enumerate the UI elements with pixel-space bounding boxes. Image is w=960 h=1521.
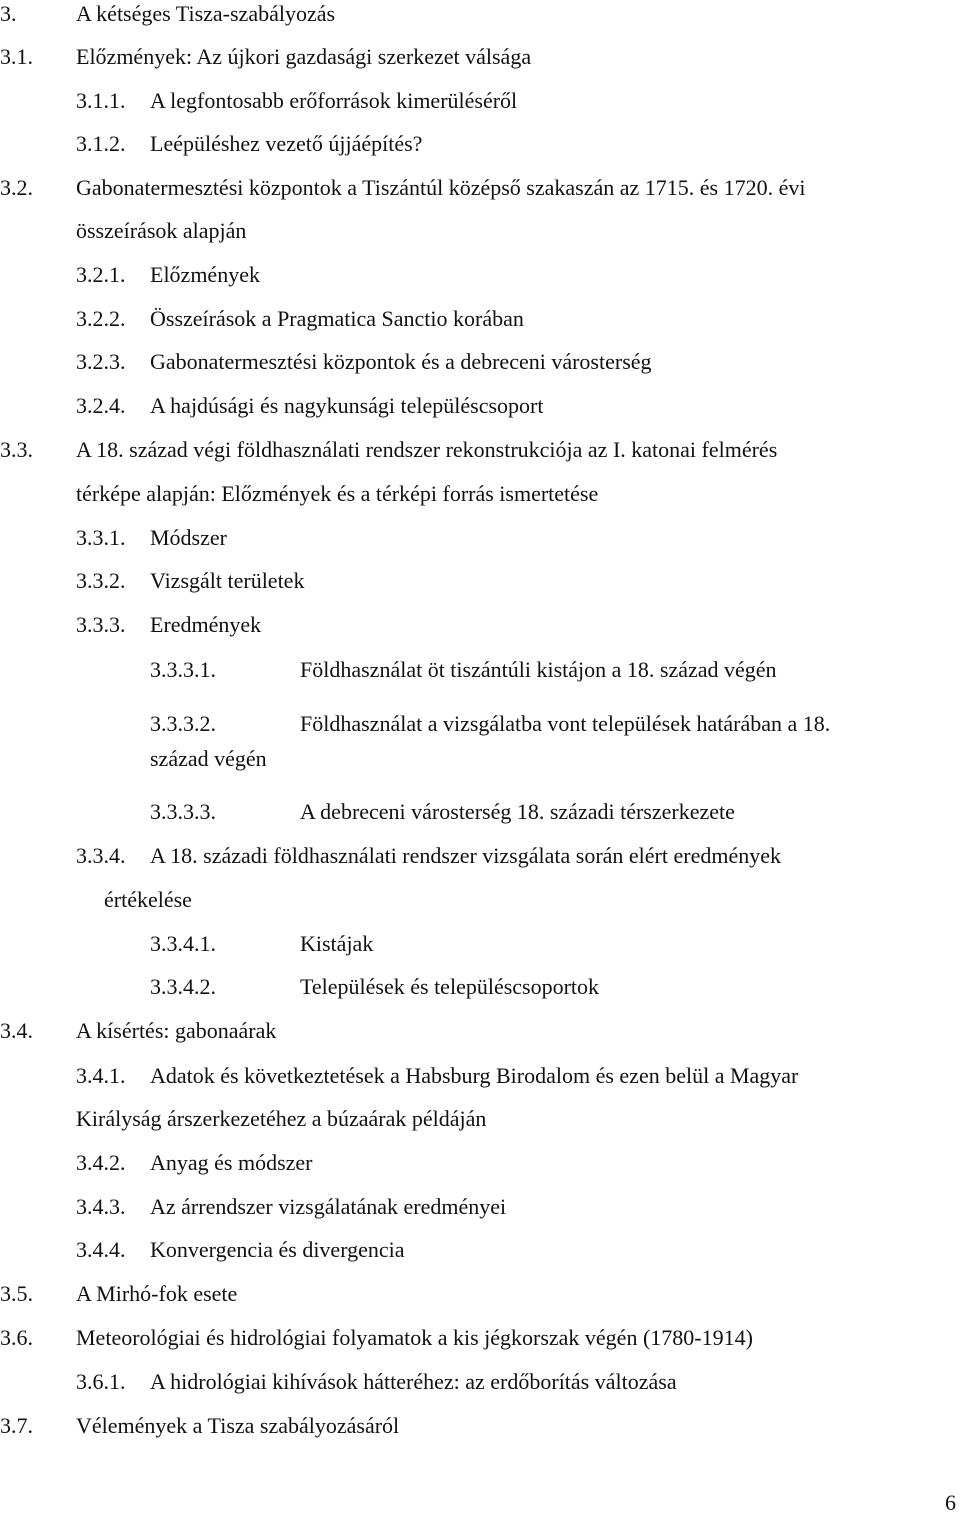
toc-title: Földhasználat a vizsgálatba vont települések határában a 18. bbox=[300, 711, 831, 736]
toc-title: A hajdúsági és nagykunsági településcsoport bbox=[150, 393, 544, 418]
toc-number: 3.2.1. bbox=[76, 262, 126, 287]
toc-number: 3.1.1. bbox=[76, 88, 126, 113]
toc-number: 3.2.3. bbox=[76, 349, 126, 374]
toc-title-continuation: összeírások alapján bbox=[76, 218, 247, 243]
toc-title: Előzmények: Az újkori gazdasági szerkezet válsága bbox=[76, 44, 532, 69]
toc-number: 3.3.4.2. bbox=[150, 974, 216, 999]
toc-title-continuation: század végén bbox=[150, 746, 267, 771]
toc-title-continuation: térképe alapján: Előzmények és a térképi forrás ismertetése bbox=[76, 481, 599, 506]
toc-title: Előzmények bbox=[150, 262, 260, 287]
toc-title: A kétséges Tisza-szabályozás bbox=[76, 1, 336, 26]
toc-title: Anyag és módszer bbox=[150, 1150, 313, 1175]
toc-title: A kísértés: gabonaárak bbox=[76, 1018, 277, 1043]
toc-title: Vizsgált területek bbox=[150, 568, 305, 593]
toc-number: 3.4.4. bbox=[76, 1237, 126, 1262]
toc-title: Eredmények bbox=[150, 612, 262, 637]
toc-number: 3.3.2. bbox=[76, 568, 126, 593]
toc-title: A 18. századi földhasználati rendszer vizsgálata során elért eredmények bbox=[150, 843, 781, 868]
toc-number: 3.3.3.2. bbox=[150, 711, 216, 736]
toc-title: Leépüléshez vezető újjáépítés? bbox=[150, 131, 423, 156]
toc-title: Konvergencia és divergencia bbox=[150, 1237, 405, 1262]
toc-number: 3. bbox=[0, 1, 17, 26]
page-number: 6 bbox=[945, 1490, 956, 1515]
toc-number: 3.3. bbox=[0, 437, 33, 462]
toc-title: Adatok és következtetések a Habsburg Birodalom és ezen belül a Magyar bbox=[150, 1063, 799, 1088]
toc-number: 3.6. bbox=[0, 1325, 33, 1350]
toc-number: 3.3.4. bbox=[76, 843, 126, 868]
toc-title: A Mirhó-fok esete bbox=[76, 1281, 238, 1306]
toc-number: 3.1. bbox=[0, 44, 33, 69]
toc-title: Vélemények a Tisza szabályozásáról bbox=[76, 1413, 400, 1438]
toc-title-continuation: értékelése bbox=[104, 887, 192, 912]
toc-title: Módszer bbox=[150, 525, 227, 550]
toc-title: Meteorológiai és hidrológiai folyamatok a kis jégkorszak végén (1780-1914) bbox=[76, 1325, 753, 1350]
toc-number: 3.3.3.1. bbox=[150, 657, 216, 682]
toc-number: 3.7. bbox=[0, 1413, 33, 1438]
toc-number: 3.5. bbox=[0, 1281, 33, 1306]
toc-title: Az árrendszer vizsgálatának eredményei bbox=[150, 1194, 507, 1219]
toc-number: 3.3.1. bbox=[76, 525, 126, 550]
toc-number: 3.3.4.1. bbox=[150, 931, 216, 956]
toc-title: A debreceni városterség 18. századi térszerkezete bbox=[300, 799, 735, 824]
toc-title: Földhasználat öt tiszántúli kistájon a 18. század végén bbox=[300, 657, 777, 682]
toc-number: 3.6.1. bbox=[76, 1369, 126, 1394]
toc-title: Gabonatermesztési központok és a debreceni városterség bbox=[150, 349, 652, 374]
toc-number: 3.2.2. bbox=[76, 306, 126, 331]
toc-number: 3.3.3.3. bbox=[150, 799, 216, 824]
toc-number: 3.4.3. bbox=[76, 1194, 126, 1219]
toc-title: A hidrológiai kihívások hátteréhez: az erdőborítás változása bbox=[150, 1369, 677, 1394]
toc-title: Kistájak bbox=[300, 931, 374, 956]
toc-number: 3.2.4. bbox=[76, 393, 126, 418]
toc-number: 3.1.2. bbox=[76, 131, 126, 156]
toc-title: Települések és településcsoportok bbox=[300, 974, 600, 999]
toc-number: 3.4.1. bbox=[76, 1063, 126, 1088]
toc-title-continuation: Királyság árszerkezetéhez a búzaárak példáján bbox=[76, 1106, 487, 1131]
toc-title: A legfontosabb erőforrások kimerüléséről bbox=[150, 88, 518, 113]
toc-number: 3.2. bbox=[0, 175, 33, 200]
toc-title: Gabonatermesztési központok a Tiszántúl középső szakaszán az 1715. és 1720. évi bbox=[76, 175, 806, 200]
toc-number: 3.4.2. bbox=[76, 1150, 126, 1175]
toc-title: A 18. század végi földhasználati rendszer rekonstrukciója az I. katonai felmérés bbox=[76, 437, 778, 462]
toc-number: 3.4. bbox=[0, 1018, 33, 1043]
toc-title: Összeírások a Pragmatica Sanctio korában bbox=[150, 306, 524, 331]
toc-number: 3.3.3. bbox=[76, 612, 126, 637]
